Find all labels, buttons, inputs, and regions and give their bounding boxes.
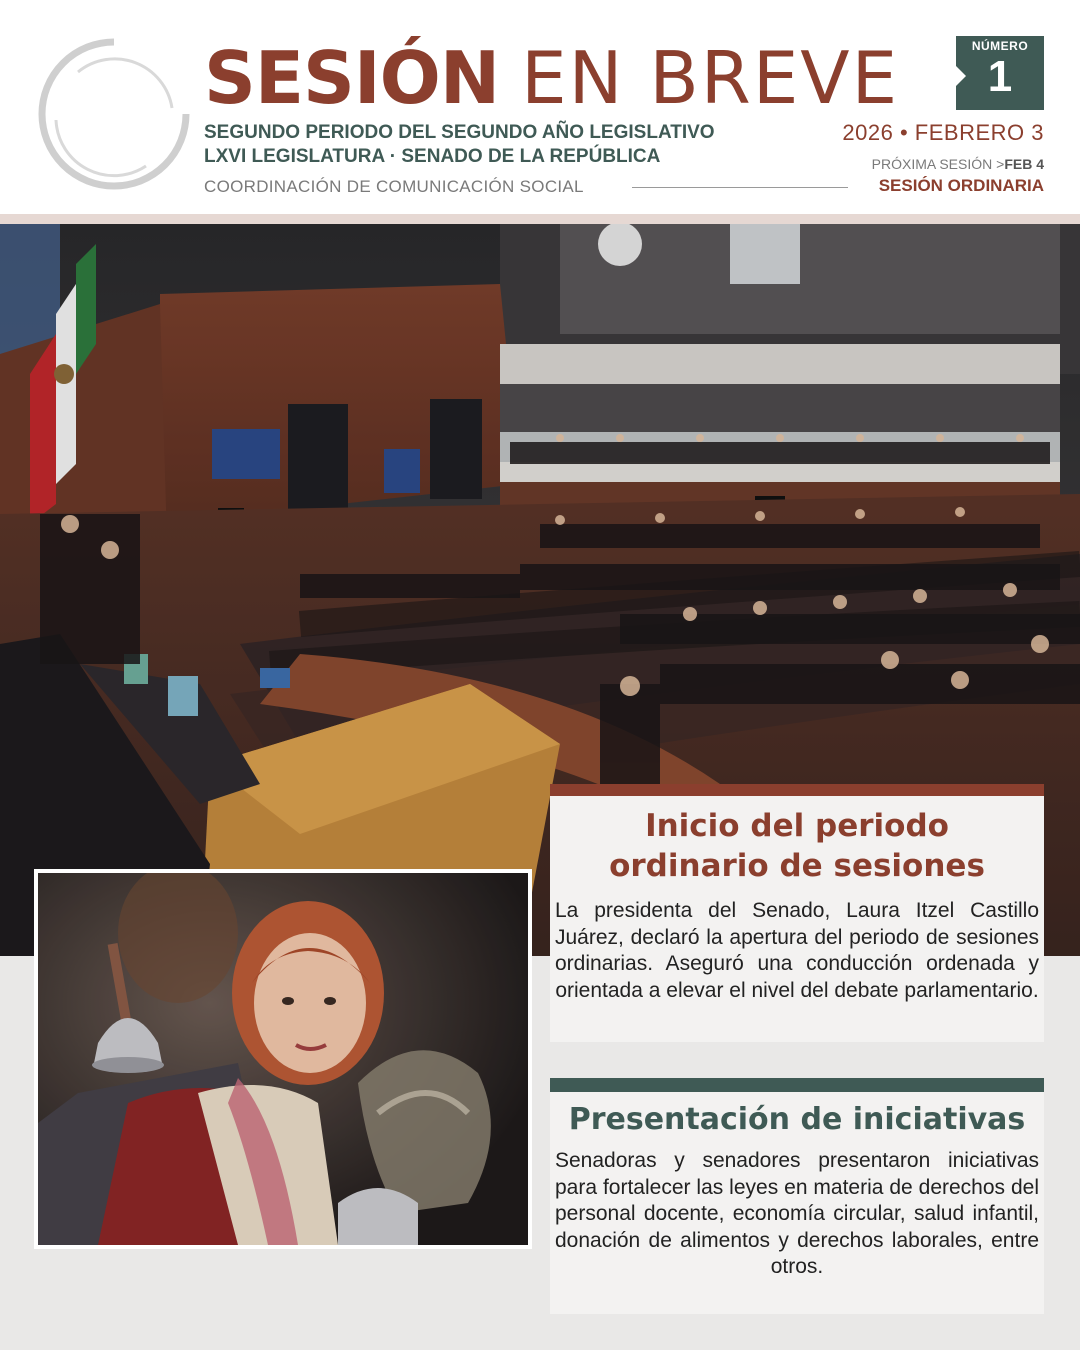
title-light: EN BREVE <box>521 36 900 120</box>
senate-logo <box>34 34 194 194</box>
article-card-initiatives <box>550 1078 1044 1314</box>
article-card-session-start <box>550 784 1044 1042</box>
issue-number-badge <box>956 36 1044 110</box>
issue-date: 2026 • FEBRERO 3 <box>842 120 1044 145</box>
header <box>0 0 1080 218</box>
session-type: SESIÓN ORDINARIA <box>878 176 1044 195</box>
coordination-label: COORDINACIÓN DE COMUNICACIÓN SOCIAL <box>204 177 584 196</box>
article-title: Inicio del periodo ordinario de sesiones <box>609 808 985 884</box>
title-bold: SESIÓN <box>204 36 500 120</box>
subtitle-period: SEGUNDO PERIODO DEL SEGUNDO AÑO LEGISLATIVO <box>204 122 715 143</box>
page-title <box>204 38 899 118</box>
badge-notch <box>956 66 966 86</box>
next-session-label: PRÓXIMA SESIÓN > <box>871 156 1005 172</box>
article-body: La presidenta del Senado, Laura Itzel Castillo Juárez, declaró la apertura del periodo de sesiones ordinarias. Aseguró una conducción ordenada y orientada a elevar el nivel del debate parlamentario. <box>555 899 1039 1002</box>
badge-label: NÚMERO <box>971 39 1029 53</box>
president-photo-frame <box>34 869 532 1249</box>
card-accent-bar <box>550 1078 1044 1092</box>
badge-number: 1 <box>987 52 1013 101</box>
article-title: Presentación de iniciativas <box>568 1102 1026 1137</box>
next-session-date: FEB 4 <box>1004 156 1044 172</box>
card-accent-bar <box>550 784 1044 796</box>
header-divider-strip <box>0 214 1080 224</box>
president-illustration <box>38 873 528 1245</box>
article-body: Senadoras y senadores presentaron iniciativas para fortalecer las leyes en materia de derechos del personal docente, economía circular, salud infantil, donación de alimentos y derechos laborales, entre otros. <box>555 1149 1039 1278</box>
divider <box>632 187 848 188</box>
next-session <box>872 156 1044 172</box>
subtitle-legislature: LXVI LEGISLATURA · SENADO DE LA REPÚBLICA <box>204 146 661 167</box>
senate-president-photo <box>38 873 528 1245</box>
